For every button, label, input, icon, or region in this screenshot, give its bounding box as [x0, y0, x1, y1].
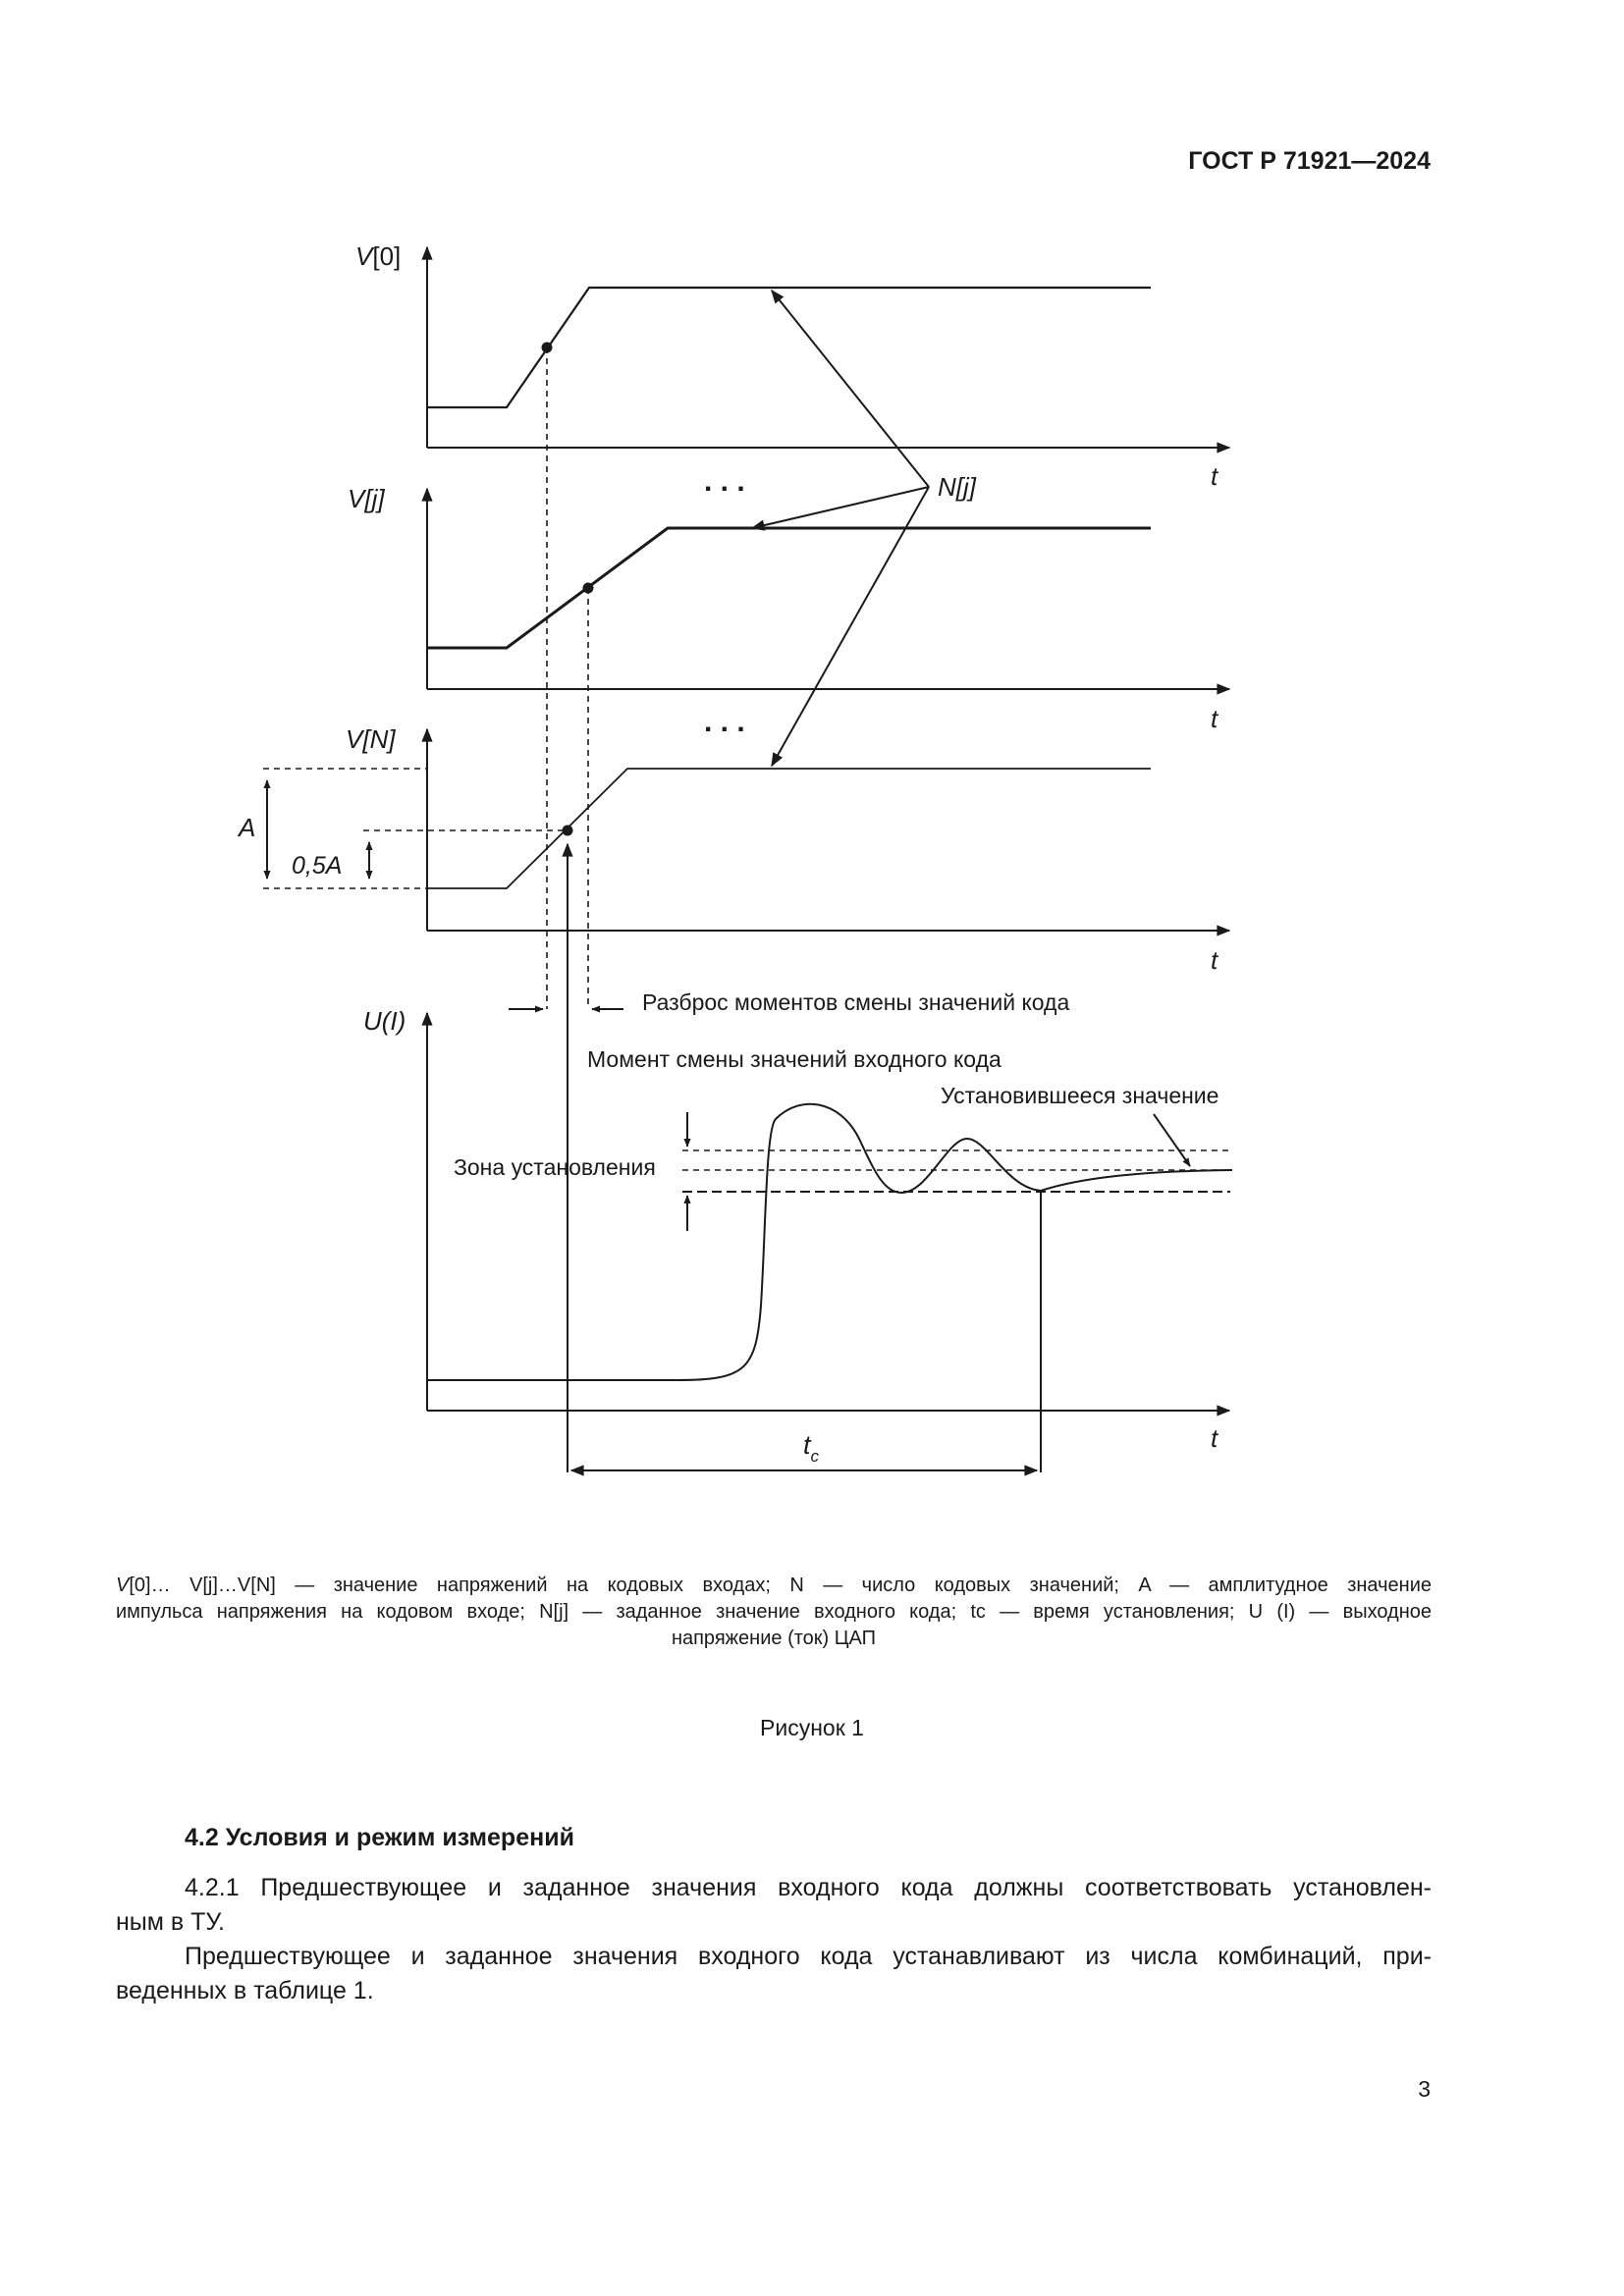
t-label-4: t	[1211, 1423, 1218, 1453]
vn-point	[563, 826, 573, 836]
vn-label: V[N]	[346, 724, 396, 754]
caption-line-1: V[0]… V[j]…V[N] — значение напряжений на кодовых входах; N — число кодовых значений; A — амплитудное значение	[116, 1575, 1432, 1596]
t-label-1: t	[1211, 461, 1218, 491]
spread-label: Разброс моментов смены значений кода	[642, 989, 1070, 1015]
nj-arrow-v0	[772, 291, 929, 487]
half-amplitude-label: 0,5A	[292, 852, 343, 880]
page-number: 3	[1418, 2076, 1431, 2102]
v0-label: V[0]	[355, 241, 402, 271]
nj-arrow-vj	[752, 487, 929, 528]
paragraph-4-2-1-cont: Предшествующее и заданное значения входного кода устанавливают из числа комбинаций, при- веденных в таблице 1.	[116, 1943, 1432, 2004]
vj-point	[583, 583, 594, 594]
figure-caption	[116, 1573, 1432, 1652]
caption-line-3: напряжение (ток) ЦАП	[671, 1628, 877, 1649]
caption-line-2: импульса напряжения на кодовом входе; N[j] — заданное значение входного кода; tc — время установления; U (I) — выходное	[116, 1601, 1432, 1623]
tc-label: $t_c$	[803, 1430, 820, 1466]
nj-label: N[j]	[938, 472, 976, 502]
change-moment-label: Момент смены значений входного кода	[587, 1046, 1001, 1072]
settling-zone-label: Зона установления	[454, 1154, 656, 1180]
t-label-2: t	[1211, 704, 1218, 733]
ellipsis-2: . . .	[704, 706, 745, 738]
u-label: U(I)	[363, 1006, 406, 1036]
paragraph-4-2-1: 4.2.1 Предшествующее и заданное значения входного кода должны соответствовать установлен- ным в ТУ.	[116, 1874, 1432, 1936]
amplitude-label: A	[239, 813, 256, 842]
t-label-3: t	[1211, 945, 1218, 975]
v0-point	[542, 343, 553, 353]
v0-signal	[427, 288, 1151, 407]
document-id: ГОСТ Р 71921—2024	[1188, 147, 1431, 175]
vj-label: V[j]	[348, 484, 385, 513]
vj-signal	[427, 528, 1151, 648]
u-output-curve	[427, 1104, 1232, 1380]
steady-value-label: Установившееся значение	[941, 1083, 1219, 1108]
figure-title: Рисунок 1	[760, 1715, 864, 1740]
section-heading: 4.2 Условия и режим измерений	[185, 1824, 574, 1851]
vn-signal	[427, 769, 1151, 888]
ellipsis-1: . . .	[704, 465, 745, 498]
steady-value-arrow	[1154, 1114, 1190, 1166]
